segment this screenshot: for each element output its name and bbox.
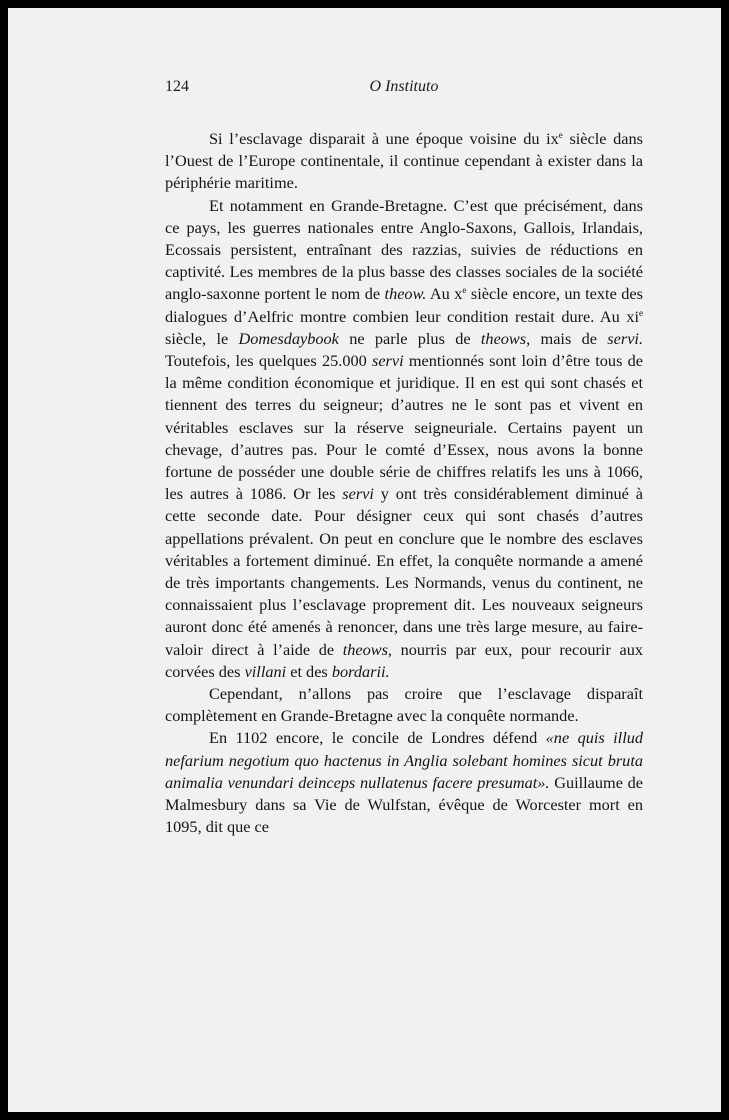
italic-text: theows, bbox=[342, 639, 393, 659]
superscript: e bbox=[462, 285, 467, 296]
text-run: Au x bbox=[426, 284, 463, 304]
italic-text: theows, bbox=[480, 328, 531, 348]
text-run: Et notamment en Grande-Bretagne. C’est que précisément, dans ce pays, les guerres nationales entre Anglo-Saxons, Gallois, Irlandais, Ecossais persistent, entraînant des razzias, suivies de réductions en captivité. Les membres de la plus basse des classes sociales de la société anglo-saxonne portent le nom de bbox=[165, 195, 643, 304]
italic-text: bordarii. bbox=[331, 661, 390, 681]
text-run: Cependant, n’allons pas croire que l’esclavage disparaît complètement en Grande-Bretagne avec la conquête normande. bbox=[165, 684, 643, 726]
text-run: siècle dans l’Ouest de l’Europe continentale, il continue cependant à exister dans la périphérie maritime. bbox=[165, 129, 644, 193]
paragraph bbox=[165, 727, 643, 838]
italic-text: servi bbox=[342, 484, 374, 504]
text-run: y ont très considérablement diminué à cette seconde date. Pour désigner ceux qui sont chasés d’autres appellations prévalent. On peut en conclure que le nombre des esclaves véritables a fortement diminué. En effet, la conquête normande a amené de très importants changements. Les Normands, venus du continent, ne connaissaient plus l’esclavage proprement dit. Les nouveaux seigneurs auront donc été amenés à renoncer, dans une très large mesure, au faire-valoir direct à l’aide de bbox=[165, 484, 643, 659]
superscript: e bbox=[639, 307, 643, 318]
text-run: ne parle plus de bbox=[338, 328, 481, 348]
text-run: Toutefois, les quelques 25.000 bbox=[165, 351, 372, 371]
text-run: Guillaume de Malmesbury dans sa Vie de Wulfstan, évêque de Worcester mort en 1095, dit que ce bbox=[165, 772, 643, 837]
italic-text: «ne quis illud nefarium negotium quo hactenus in Anglia solebant homines sicut bruta animalia venundari deinceps nullatenus facere presumat». bbox=[165, 728, 643, 792]
paragraph bbox=[165, 683, 643, 727]
running-title: O Instituto bbox=[369, 78, 439, 95]
italic-text: Domesdaybook bbox=[238, 328, 339, 348]
text-run: nourris par eux, pour recourir aux corvées des bbox=[165, 639, 643, 681]
document-page bbox=[8, 8, 721, 1112]
superscript: e bbox=[558, 130, 563, 140]
italic-text: theow. bbox=[384, 284, 427, 304]
page-header bbox=[165, 78, 643, 102]
italic-text: villani bbox=[244, 661, 287, 681]
paragraph bbox=[165, 195, 643, 683]
text-run: et des bbox=[286, 661, 332, 681]
italic-text: servi. bbox=[607, 328, 644, 348]
text-run: siècle, le bbox=[165, 328, 239, 348]
body-text bbox=[165, 128, 643, 839]
paragraph bbox=[165, 128, 643, 195]
text-run: En 1102 encore, le concile de Londres défend bbox=[209, 728, 546, 748]
text-run: mentionnés sont loin d’être tous de la même condition économique et juridique. Il en est qui sont chasés et tiennent des terres du seigneur; d’autres ne le sont pas et vivent en véritables esclaves sur la réserve seigneuriale. Certains payent un chevage, d’autres pas. Pour le comté d’Essex, nous avons la bonne fortune de posséder une double série de chiffres relatifs les uns à 1066, les autres à 1086. Or les bbox=[165, 351, 643, 504]
text-run: Si l’esclavage disparait à une époque voisine du ix bbox=[209, 129, 559, 148]
text-run: siècle encore, un texte des dialogues d’Aelfric montre combien leur condition restait dure. Au xi bbox=[165, 284, 643, 326]
text-run: mais de bbox=[530, 328, 608, 348]
italic-text: servi bbox=[371, 351, 404, 371]
page-number: 124 bbox=[165, 78, 189, 95]
